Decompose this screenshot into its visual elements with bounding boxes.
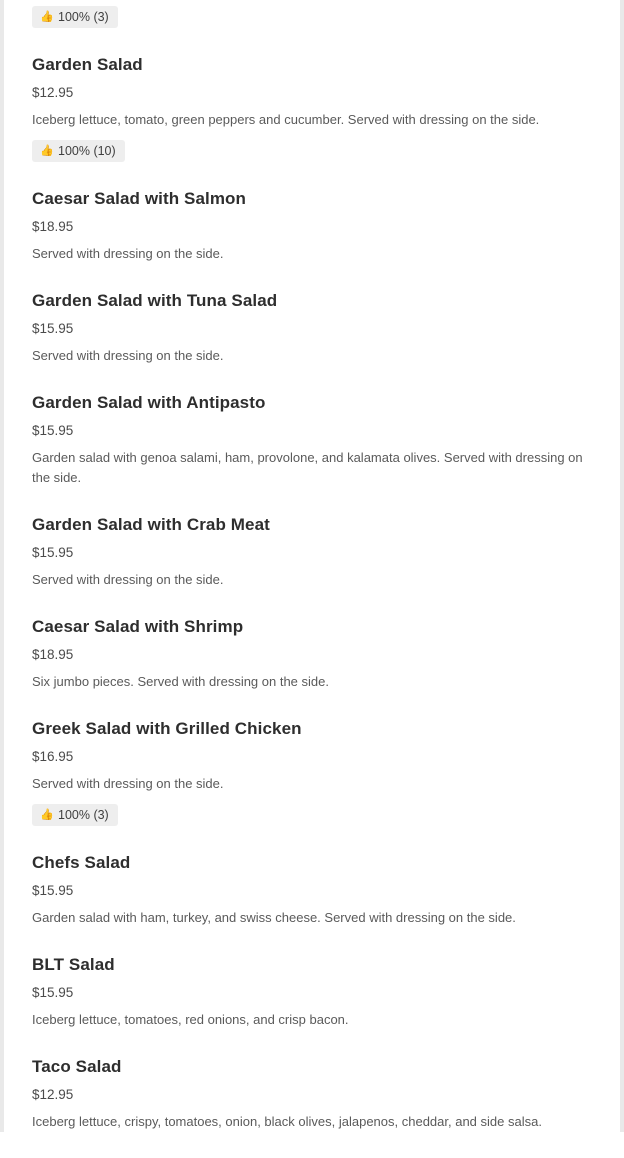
menu-item-name: Caesar Salad with Shrimp bbox=[32, 617, 244, 636]
menu-item-description: Iceberg lettuce, crispy, tomatoes, onion, black olives, jalapenos, cheddar, and side salsa. bbox=[32, 1114, 542, 1129]
rating-label: 100% (10) bbox=[58, 144, 116, 158]
rating-label: 100% (3) bbox=[58, 808, 109, 822]
menu-item[interactable] bbox=[32, 392, 592, 488]
menu-item-name: Caesar Salad with Salmon bbox=[32, 189, 247, 208]
menu-item-description: Garden salad with genoa salami, ham, provolone, and kalamata olives. Served with dressing on the side. bbox=[32, 450, 583, 485]
menu-item-name: Garden Salad with Crab Meat bbox=[32, 515, 270, 534]
menu-item-price: $18.95 bbox=[32, 219, 74, 234]
thumbs-up-icon: 👍 bbox=[40, 809, 54, 821]
menu-item[interactable] bbox=[32, 514, 592, 590]
menu-item-price: $12.95 bbox=[32, 1087, 74, 1102]
menu-item-price: $15.95 bbox=[32, 545, 74, 560]
menu-item[interactable] bbox=[32, 188, 592, 264]
menu-item-name: Taco Salad bbox=[32, 1057, 122, 1076]
right-gutter bbox=[620, 0, 624, 1132]
menu-item-name: Garden Salad with Antipasto bbox=[32, 393, 266, 412]
menu-item-name: BLT Salad bbox=[32, 955, 115, 974]
menu-item[interactable] bbox=[32, 954, 592, 1030]
menu-item-description: Served with dressing on the side. bbox=[32, 246, 224, 261]
menu-item[interactable] bbox=[32, 54, 592, 162]
rating-label: 100% (3) bbox=[58, 10, 109, 24]
menu-item-price: $15.95 bbox=[32, 883, 74, 898]
menu-item-description: Six jumbo pieces. Served with dressing on the side. bbox=[32, 674, 329, 689]
menu-item-name: Garden Salad with Tuna Salad bbox=[32, 291, 278, 310]
menu-item-list bbox=[32, 0, 592, 1132]
rating-badge bbox=[32, 6, 118, 28]
thumbs-up-icon: 👍 bbox=[40, 11, 54, 23]
menu-item-name: Garden Salad bbox=[32, 55, 143, 74]
menu-item-description: Iceberg lettuce, tomatoes, red onions, and crisp bacon. bbox=[32, 1012, 349, 1027]
menu-item-price: $15.95 bbox=[32, 985, 74, 1000]
left-gutter bbox=[0, 0, 4, 1132]
menu-item-description: Garden salad with ham, turkey, and swiss cheese. Served with dressing on the side. bbox=[32, 910, 516, 925]
menu-item[interactable] bbox=[32, 616, 592, 692]
menu-item-description: Served with dressing on the side. bbox=[32, 572, 224, 587]
menu-item[interactable] bbox=[32, 1056, 592, 1132]
menu-item-price: $15.95 bbox=[32, 321, 74, 336]
menu-item[interactable] bbox=[32, 718, 592, 826]
menu-item-price: $18.95 bbox=[32, 647, 74, 662]
menu-item-price: $15.95 bbox=[32, 423, 74, 438]
rating-badge bbox=[32, 140, 125, 162]
menu-item-name: Greek Salad with Grilled Chicken bbox=[32, 719, 302, 738]
menu-item-price: $12.95 bbox=[32, 85, 74, 100]
menu-item-name: Chefs Salad bbox=[32, 853, 131, 872]
thumbs-up-icon: 👍 bbox=[40, 145, 54, 157]
menu-item-description: Iceberg lettuce, tomato, green peppers and cucumber. Served with dressing on the side. bbox=[32, 112, 540, 127]
menu-item[interactable] bbox=[32, 290, 592, 366]
rating-badge bbox=[32, 804, 118, 826]
menu-item-price: $16.95 bbox=[32, 749, 74, 764]
menu-item[interactable] bbox=[32, 0, 592, 28]
menu-item-description: Served with dressing on the side. bbox=[32, 348, 224, 363]
menu-item[interactable] bbox=[32, 852, 592, 928]
menu-item-description: Served with dressing on the side. bbox=[32, 776, 224, 791]
